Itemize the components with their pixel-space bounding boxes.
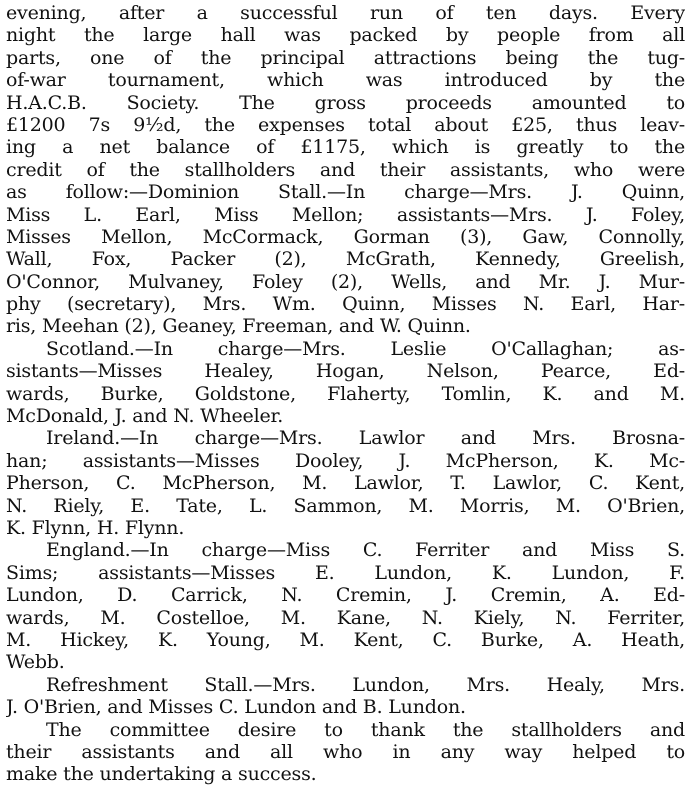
text-line: Sims; assistants—Misses E. Lundon, K. Lundon, F. bbox=[6, 561, 685, 584]
text-line: O'Connor, Mulvaney, Foley (2), Wells, and Mr. J. Mur- bbox=[6, 270, 685, 293]
text-line: credit of the stallholders and their assistants, who were bbox=[6, 158, 685, 181]
text-line: evening, after a successful run of ten days. Every bbox=[6, 2, 685, 24]
text-line: Pherson, C. McPherson, M. Lawlor, T. Lawlor, C. Kent, bbox=[6, 472, 685, 495]
paragraph-england bbox=[6, 539, 685, 673]
text-line: Refreshment Stall.—Mrs. Lundon, Mrs. Healy, Mrs. bbox=[46, 673, 685, 696]
text-line: The committee desire to thank the stallholders and bbox=[46, 718, 685, 741]
paragraph-refreshment-stall bbox=[6, 674, 685, 719]
text-line: parts, one of the principal attractions being the tug- bbox=[6, 46, 685, 69]
text-line: £1200 7s 9½d, the expenses total about £25, thus leav- bbox=[6, 113, 685, 136]
paragraph-ireland bbox=[6, 427, 685, 539]
text-line: as follow:—Dominion Stall.—In charge—Mrs. J. Quinn, bbox=[6, 181, 685, 204]
text-line: wards, M. Costelloe, M. Kane, N. Kiely, N. Ferriter, bbox=[6, 606, 685, 629]
text-line: M. Hickey, K. Young, M. Kent, C. Burke, A. Heath, bbox=[6, 628, 685, 651]
paragraph-scotland bbox=[6, 338, 685, 428]
text-line: sistants—Misses Healey, Hogan, Nelson, Pearce, Ed- bbox=[6, 360, 685, 383]
text-line: England.—In charge—Miss C. Ferriter and Miss S. bbox=[46, 539, 685, 562]
text-line: K. Flynn, H. Flynn. bbox=[6, 516, 185, 539]
text-line: ing a net balance of £1175, which is greatly to the bbox=[6, 136, 685, 159]
text-line: McDonald, J. and N. Wheeler. bbox=[6, 405, 284, 428]
text-line: han; assistants—Misses Dooley, J. McPherson, K. Mc- bbox=[6, 449, 685, 472]
text-line: make the undertaking a success. bbox=[6, 763, 317, 786]
text-line: ris, Meehan (2), Geaney, Freeman, and W. Quinn. bbox=[6, 315, 471, 338]
text-line: night the large hall was packed by people from all bbox=[6, 24, 685, 47]
text-line: Ireland.—In charge—Mrs. Lawlor and Mrs. Brosna- bbox=[46, 427, 685, 450]
text-line: wards, Burke, Goldstone, Flaherty, Tomlin, K. and M. bbox=[6, 382, 685, 405]
text-line: Miss L. Earl, Miss Mellon; assistants—Mrs. J. Foley, bbox=[6, 203, 685, 226]
text-line: H.A.C.B. Society. The gross proceeds amounted to bbox=[6, 91, 685, 114]
text-line: Lundon, D. Carrick, N. Cremin, J. Cremin, A. Ed- bbox=[6, 584, 685, 607]
paragraph-committee-thanks bbox=[6, 719, 685, 786]
text-line: of-war tournament, which was introduced by the bbox=[6, 69, 685, 92]
paragraph-dominion-stall bbox=[6, 2, 685, 338]
text-line: Misses Mellon, McCormack, Gorman (3), Gaw, Connolly, bbox=[6, 225, 685, 248]
text-line: their assistants and all who in any way helped to bbox=[6, 740, 685, 763]
text-line: Scotland.—In charge—Mrs. Leslie O'Callaghan; as- bbox=[46, 337, 685, 360]
text-line: Wall, Fox, Packer (2), McGrath, Kennedy, Greelish, bbox=[6, 248, 685, 271]
text-line: phy (secretary), Mrs. Wm. Quinn, Misses N. Earl, Har- bbox=[6, 293, 685, 316]
text-line: Webb. bbox=[6, 651, 65, 674]
text-line: J. O'Brien, and Misses C. Lundon and B. Lundon. bbox=[6, 696, 466, 719]
article-text bbox=[6, 2, 685, 786]
text-line: N. Riely, E. Tate, L. Sammon, M. Morris, M. O'Brien, bbox=[6, 494, 685, 517]
